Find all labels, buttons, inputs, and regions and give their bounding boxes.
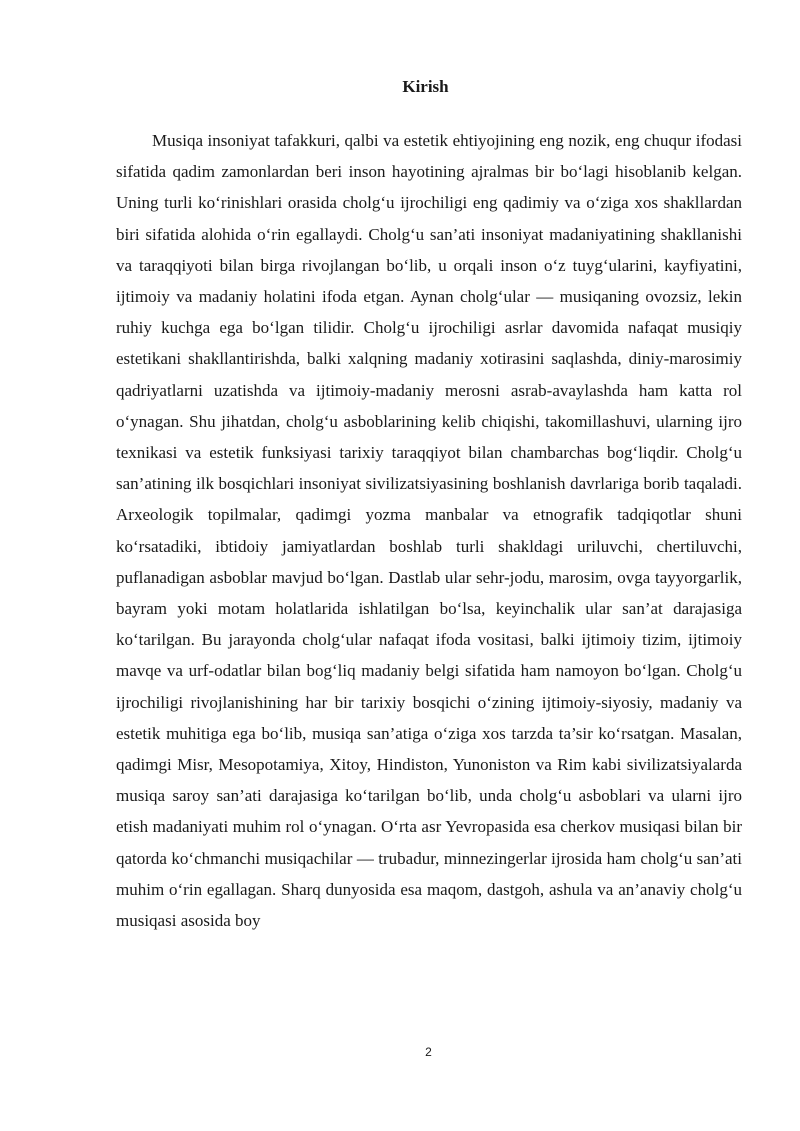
section-title: Kirish <box>402 77 449 96</box>
body-paragraph: Musiqa insoniyat tafakkuri, qalbi va estetik ehtiyojining eng nozik, eng chuqur ifodasi sifatida qadim zamonlardan beri inson hayotining ajralmas bir bo‘lagi hisoblanib kelgan. Uning turli ko‘rinishlari orasida cholg‘u ijrochiligi eng qadimiy va o‘ziga xos shakllardan biri sifatida alohida o‘rin egallaydi. Cholg‘u san’ati insoniyat madaniyatining shakllanishi va taraqqiyoti bilan birga rivojlangan bo‘lib, u orqali inson o‘z tuyg‘ularini, kayfiyatini, ijtimoiy va madaniy holatini ifoda etgan. Aynan cholg‘ular — musiqaning ovozsiz, lekin ruhiy kuchga ega bo‘lgan tilidir. Cholg‘u ijrochiligi asrlar davomida nafaqat musiqiy estetikani shakllantirishda, balki xalqning madaniy xotirasini saqlashda, diniy-marosimiy qadriyatlarni uzatishda va ijtimoiy-madaniy merosni asrab-avaylashda ham katta rol o‘ynagan. Shu jihatdan, cholg‘u asboblarining kelib chiqishi, takomillashuvi, ularning ijro texnikasi va estetik funksiyasi tarixiy taraqqiyot bilan chambarchas bog‘liqdir. Cholg‘u san’atining ilk bosqichlari insoniyat sivilizatsiyasining boshlanish davrlariga borib taqaladi. Arxeologik topilmalar, qadimgi yozma manbalar va etnografik tadqiqotlar shuni ko‘rsatadiki, ibtidoiy jamiyatlardan boshlab turli shakldagi uriluvchi, chertiluvchi, puflanadigan asboblar mavjud bo‘lgan. Dastlab ular sehr-jodu, marosim, ovga tayyorgarlik, bayram yoki motam holatlarida ishlatilgan bo‘lsa, keyinchalik ular san’at darajasiga ko‘tarilgan. Bu jarayonda cholg‘ular nafaqat ifoda vositasi, balki ijtimoiy tizim, ijtimoiy mavqe va urf-odatlar bilan bog‘liq madaniy belgi sifatida ham namoyon bo‘lgan. Cholg‘u ijrochiligi rivojlanishining har bir tarixiy bosqichi o‘zining ijtimoiy-siyosiy, madaniy va estetik muhitiga ega bo‘lib, musiqa san’atiga o‘ziga xos tarzda ta’sir ko‘rsatgan. Masalan, qadimgi Misr, Mesopotamiya, Xitoy, Hindiston, Yunoniston va Rim kabi sivilizatsiyalarda musiqa saroy san’ati darajasiga ko‘tarilgan bo‘lib, unda cholg‘u asboblari va ularni ijro etish madaniyati muhim rol o‘ynagan. O‘rta asr Yevropasida esa cherkov musiqasi bilan bir qatorda ko‘chmanchi musiqachilar — trubadur, minnezingerlar ijrosida ham cholg‘u san’ati muhim o‘rin egallagan. Sharq dunyosida esa maqom, dastgoh, ashula va an’anaviy cholg‘u musiqasi asosida boy <box>116 131 742 931</box>
page-number: 2 <box>425 1045 432 1059</box>
